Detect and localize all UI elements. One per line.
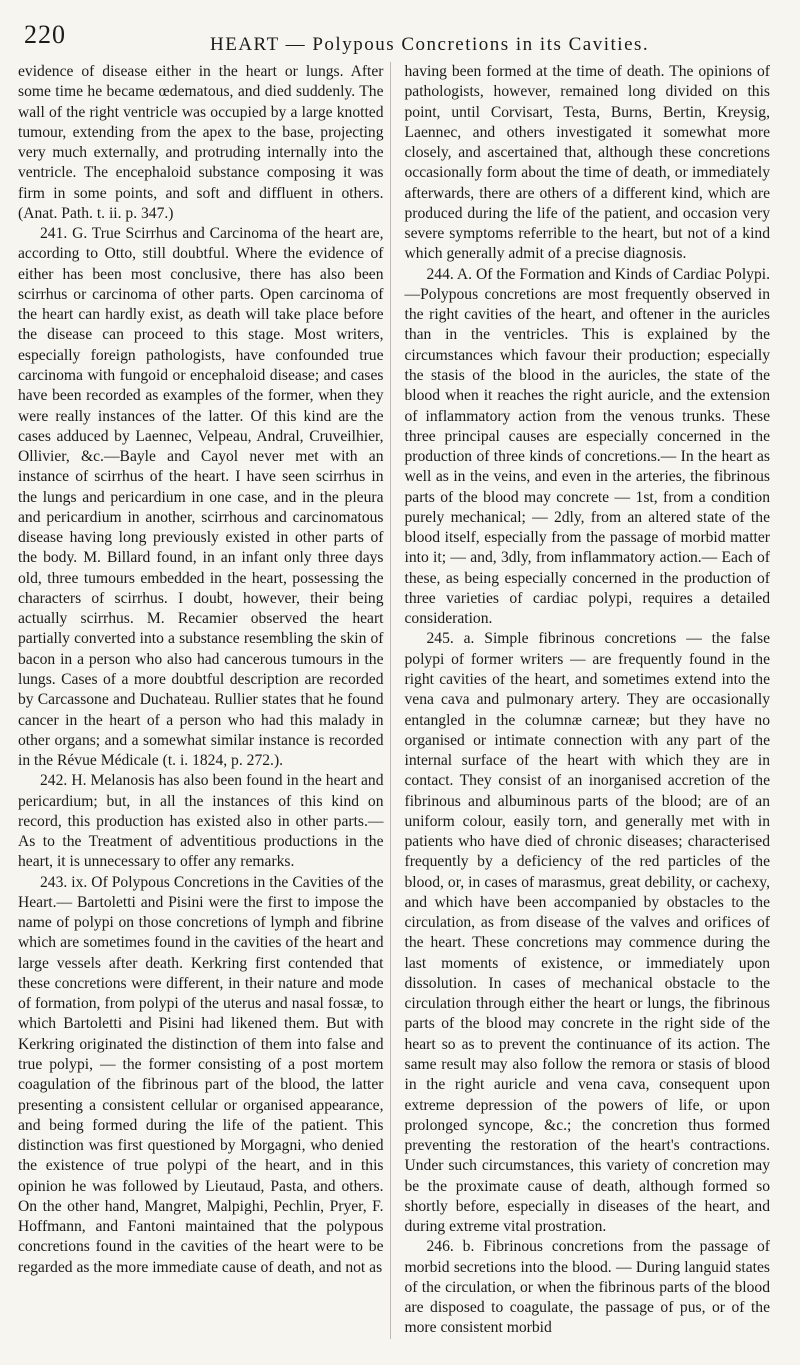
page-header xyxy=(10,20,770,62)
left-column xyxy=(10,62,391,1339)
paragraph: 245. a. Simple fibrinous concretions — the false polypi of former writers — are frequently found in the right cavities of the heart, and sometimes extend into the vena cava and pulmonary artery. They are occasionally entangled in the columnæ carneæ; but they have no organised or intimate connection with any part of the internal surface of the heart with which they are in contact. They consist of an inorganised accretion of the fibrinous and albuminous parts of the blood; are of an uniform colour, easily torn, and generally met with in patients who have died of chronic diseases; characterised frequently by a deficiency of the red particles of the blood, or, in cases of marasmus, great debility, or cachexy, and which have been accompanied by obstacles to the circulation, as from disease of the valves and orifices of the heart. These concretions may commence during the last moments of existence, or immediately upon dissolution. In cases of mechanical obstacle to the circulation through either the heart or lungs, the fibrinous parts of the blood may concrete in the right side of the heart so as to prevent the continuance of its action. The same result may also follow the remora or stasis of blood in the right auricle and vena cava, consequent upon extreme depression of the powers of life, or upon prolonged syncope, &c.; the concretion thus formed preventing the restoration of the heart's contractions. Under such circumstances, this variety of concretion may be the proximate cause of death, although formed so shortly before, especially in diseases of the heart, and during extreme vital prostration. xyxy=(404,630,770,1236)
paragraph: 244. A. Of the Formation and Kinds of Cardiac Polypi.—Polypous concretions are most frequently observed in the right cavities of the heart, and oftener in the auricles than in the ventricles. This is explained by the circumstances which favour their production; especially the stasis of the blood in the auricles, the state of the blood when it reaches the right auricle, and the extension of inflammatory action from the venous trunks. These three principal causes are especially concerned in the production of three kinds of concretions.— In the heart as well as in the veins, and even in the arteries, the fibrinous parts of the blood may concrete — 1st, from a condition purely mechanical; — 2dly, from an altered state of the blood itself, especially from the passage of morbid matter into it; — and, 3dly, from inflammatory action.— Each of these, as being especially concerned in the production of three varieties of cardiac polypi, requires a detailed consideration. xyxy=(404,265,770,628)
text-columns xyxy=(10,62,770,1339)
running-title: HEART — Polypous Concretions in its Cavities. xyxy=(210,34,650,55)
page-number: 220 xyxy=(24,20,66,49)
paragraph: evidence of disease either in the heart or lungs. After some time he became œdematous, and died suddenly. The wall of the right ventricle was occupied by a large knotted tumour, extending from the apex to the base, projecting very much externally, and protruding internally into the ventricle. The encephaloid substance composing it was firm in some points, and soft and diffluent in others. (Anat. Path. t. ii. p. 347.) xyxy=(18,63,384,222)
paragraph: having been formed at the time of death. The opinions of pathologists, however, remained long divided on this point, until Corvisart, Testa, Burns, Bertin, Kreysig, Laennec, and others investigated it somewhat more closely, and ascertained that, although these concretions occasionally form about the time of death, or immediately afterwards, there are others of a different kind, which are produced during the life of the patient, and occasion very severe symptoms referrible to the heart, but not of a kind which generally admit of a precise diagnosis. xyxy=(404,63,770,263)
paragraph: 241. G. True Scirrhus and Carcinoma of the heart are, according to Otto, still doubtful. Where the evidence of either has been most conclusive, there has also been scirrhus or carcinoma of other parts. Open carcinoma of the heart can hardly exist, as death will take place before the disease can proceed to this stage. Most writers, especially foreign pathologists, have confounded true carcinoma with fungoid or encephaloid disease; and cases have been recorded as examples of the former, when they were really instances of the latter. Of this kind are the cases adduced by Laennec, Velpeau, Andral, Cruveilhier, Ollivier, &c.—Bayle and Cayol never met with an instance of scirrhus of the heart. I have seen scirrhus in the lungs and pericardium in one case, and in the pleura and pericardium in another, scirrhous and carcinomatous disease having long previously existed in other parts of the body. M. Billard found, in an infant only three days old, three tumours embedded in the heart, possessing the characters of scirrhus. I doubt, however, their being actually scirrhus. M. Recamier observed the heart partially converted into a substance resembling the skin of bacon in a person who also had cancerous tumours in the lungs. Cases of a more doubtful description are recorded by Carcassone and Duchateau. Rullier states that he found cancer in the heart of a person who had this malady in other organs; and a somewhat similar instance is recorded in the Révue Médicale (t. i. 1824, p. 272.). xyxy=(18,225,384,770)
right-column xyxy=(405,62,771,1339)
paragraph: 242. H. Melanosis has also been found in the heart and pericardium; but, in all the instances of this kind on record, this production has existed also in other parts.— As to the Treatment of adventitious productions in the heart, it is unnecessary to offer any remarks. xyxy=(18,772,384,871)
paragraph: 243. ix. Of Polypous Concretions in the Cavities of the Heart.— Bartoletti and Pisini were the first to impose the name of polypi on those concretions of lymph and fibrine which are sometimes found in the cavities of the heart and large vessels after death. Kerkring first contended that these concretions were different, in their nature and mode of formation, from polypi of the uterus and nasal fossæ, to which Bartoletti and Pisini had likened them. But with Kerkring originated the distinction of them into false and true polypi, — the former consisting of a post mortem coagulation of the fibrinous part of the blood, the latter presenting a consistent cellular or organised appearance, and being formed during the life of the patient. This distinction was first questioned by Morgagni, who denied the existence of true polypi of the heart, and in this opinion he was followed by Lieutaud, Pasta, and others. On the other hand, Mangret, Malpighi, Pechlin, Pryer, F. Hoffmann, and Fantoni maintained that the polypous concretions found in the cavities of the heart were to be regarded as the more immediate cause of death, and not as xyxy=(18,873,384,1276)
paragraph: 246. b. Fibrinous concretions from the passage of morbid secretions into the blood. — During languid states of the circulation, or when the fibrinous parts of the blood are disposed to coagulate, the passage of pus, or of the more consistent morbid xyxy=(404,1238,770,1337)
